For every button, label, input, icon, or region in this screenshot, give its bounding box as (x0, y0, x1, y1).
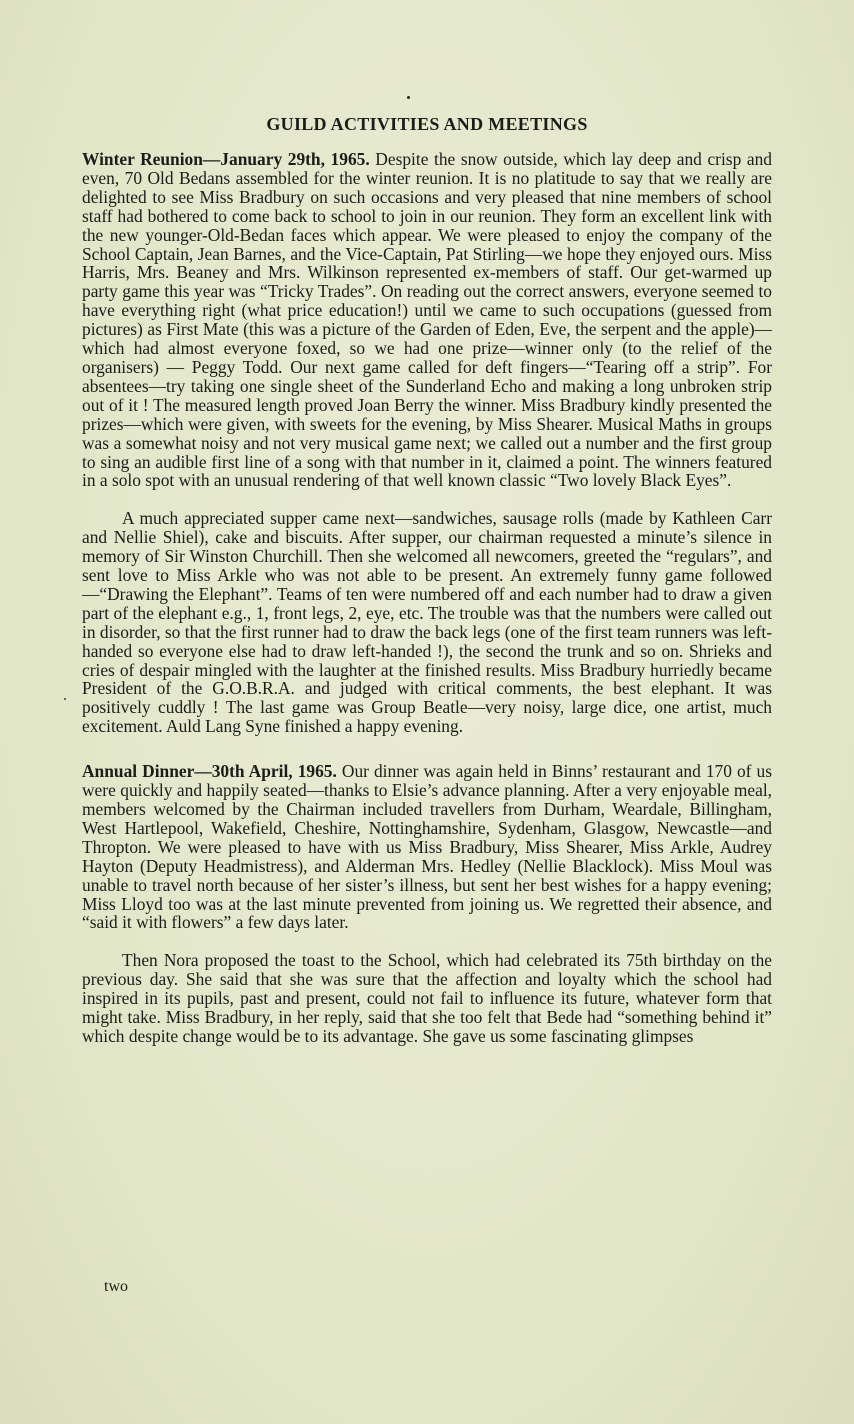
paragraph-text: Our dinner was again held in Binns’ restaurant and 170 of us were quickly and happily seated—thanks to Elsie’s advance planning. After a very enjoyable meal, members welcomed by the Chairman included travellers from Durham, Weardale, Billingham, West Hartlepool, Wakefield, Cheshire, Nottinghamshire, Sydenham, Glasgow, Newcastle—and Thropton. We were pleased to have with us Miss Bradbury, Miss Shearer, Miss Arkle, Audrey Hayton (Deputy Headmistress), and Alderman Mrs. Hedley (Nellie Blacklock). Miss Moul was unable to travel north because of her sister’s illness, but sent her best wishes for a happy evening; Miss Lloyd too was at the last minute prevented from joining us. We regretted their absence, and “said it with flowers” a few days later. (82, 761, 772, 933)
paragraph-toast (82, 951, 772, 1046)
section-heading-annual-dinner: Annual Dinner—30th April, 1965. (82, 761, 337, 782)
article-body (82, 150, 772, 1046)
paragraph-text: Despite the snow outside, which lay deep and crisp and even, 70 Old Bedans assembled for the winter reunion. It is no platitude to say that we really are delighted to see Miss Bradbury on such occasions and very pleased that nine members of school staff had bothered to come back to school to join in our reunion. They form an excellent link with the new younger-Old-Bedan faces which appear. We were pleased to enjoy the company of the School Captain, Jean Barnes, and the Vice-Captain, Pat Stirling—we hope they enjoyed ours. Miss Harris, Mrs. Beaney and Mrs. Wilkinson represented ex-members of staff. Our get-warmed up party game this year was “Tricky Trades”. On reading out the correct answers, everyone seemed to have everything right (what price education!) until we came to such occupations (guessed from pictures) as First Mate (this was a picture of the Garden of Eden, Eve, the serpent and the apple)—which had almost everyone foxed, so we had one prize—winner only (to the relief of the organisers) — Peggy Todd. Our next game called for deft fingers—“Tearing off a strip”. For absentees—try taking one single sheet of the Sunderland Echo and making a long unbroken strip out of it ! The measured length proved Joan Berry the winner. Miss Bradbury kindly presented the prizes—which were given, with sweets for the evening, by Miss Shearer. Musical Maths in groups was a somewhat noisy and not very musical game next; we called out a number and the first group to sing an audible first line of a song with that number in it, claimed a point. The winners featured in a solo spot with an unusual rendering of that well known classic “Two lovely Black Eyes”. (82, 149, 772, 491)
printer-dot (407, 96, 410, 99)
page-number: two (104, 1278, 128, 1295)
paragraph-winter-reunion (82, 150, 772, 490)
page-title: GUILD ACTIVITIES AND MEETINGS (266, 114, 588, 134)
paragraph-supper (82, 509, 772, 736)
paragraph-annual-dinner (82, 762, 772, 932)
margin-mark (64, 698, 66, 700)
paragraph-text: Then Nora proposed the toast to the School, which had celebrated its 75th birthday on the previous day. She said that she was sure that the affection and loyalty which the school had inspired in its pupils, past and present, could not fail to influence its future, whatever form that might take. Miss Bradbury, in her reply, said that she too felt that Bede had “something behind it” which despite change would be to its advantage. She gave us some fascinating glimpses (82, 950, 772, 1046)
paragraph-text: A much appreciated supper came next—sandwiches, sausage rolls (made by Kathleen Carr and Nellie Shiel), cake and biscuits. After supper, our chairman requested a minute’s silence in memory of Sir Winston Churchill. Then she welcomed all newcomers, greeted the “regulars”, and sent love to Miss Arkle who was not able to be present. An extremely funny game followed—“Drawing the Elephant”. Teams of ten were numbered off and each number had to draw a given part of the elephant e.g., 1, front legs, 2, eye, etc. The trouble was that the numbers were called out in disorder, so that the first runner had to draw the back legs (one of the first team runners was left-handed so everyone else had to draw left-handed !), the second the trunk and so on. Shrieks and cries of despair mingled with the laughter at the finished results. Miss Bradbury hurriedly became President of the G.O.B.R.A. and judged with critical comments, the best elephant. It was positively cuddly ! The last game was Group Beatle—very noisy, large dice, one artist, much excitement. Auld Lang Syne finished a happy evening. (82, 508, 772, 737)
section-heading-winter-reunion: Winter Reunion—January 29th, 1965. (82, 149, 370, 169)
